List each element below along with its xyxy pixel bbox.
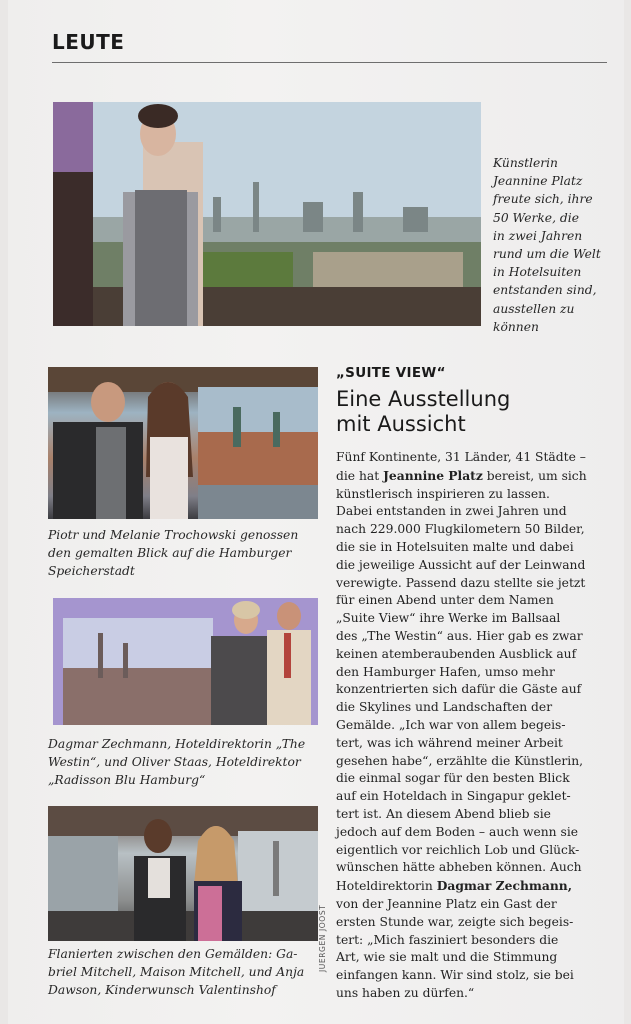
body-line: nach 229.000 Flugkilometern 50 Bilder, <box>336 522 585 537</box>
body-line: keinen atemberaubenden Ausblick auf <box>336 646 577 661</box>
caption-artist: Künstlerin Jeannine Platz freute sich, ihre 50 Werke, die in zwei Jahren rund um die Welt in Hotelsuiten entstanden sind, ausstellen zu können <box>493 156 601 334</box>
article-body <box>336 449 612 1003</box>
photo-artist-with-painting <box>53 102 481 326</box>
body-line: die hat Jeannine Platz bereist, um sich <box>336 467 587 483</box>
caption-trochowski: Piotr und Melanie Trochowski genossen den gemalten Blick auf die Hamburger Speicherstadt <box>48 528 299 579</box>
body-line: auf ein Hoteldach in Singapur geklet- <box>336 789 571 804</box>
body-line: tert ist. An diesem Abend blieb sie <box>336 806 551 821</box>
body-line: Fünf Kontinente, 31 Länder, 41 Städte – <box>336 450 586 464</box>
body-line: tert, was ich während meiner Arbeit <box>336 735 563 750</box>
body-line: gesehen habe“, erzählte die Künstlerin, <box>336 753 584 768</box>
caption-zechmann-staas: Dagmar Zechmann, Hoteldirektorin „The Westin“, und Oliver Staas, Hoteldirektor „Radisson Blu Hamburg“ <box>48 737 306 788</box>
article-kicker: „SUITE VIEW“ <box>336 365 446 381</box>
body-line: von der Jeannine Platz ein Gast der <box>336 896 557 911</box>
body-line: einfangen kann. Wir sind stolz, sie bei <box>336 968 574 983</box>
body-line: tert: „Mich fasziniert besonders die <box>336 932 559 947</box>
body-line: Hoteldirektorin Dagmar Zechmann, <box>336 878 573 894</box>
body-line: eigentlich vor reichlich Lob und Glück- <box>336 842 580 857</box>
caption-mitchell-dawson: Flanierten zwischen den Gemälden: Ga- briel Mitchell, Maison Mitchell, und Anja Dawson, Kinderwunsch Valentinshof <box>48 947 305 998</box>
body-line: Gemälde. „Ich war von allem begeis- <box>336 717 566 732</box>
body-line: „Suite View“ ihre Werke im Ballsaal <box>336 611 561 626</box>
body-line: die jeweilige Aussicht auf der Leinwand <box>336 557 586 572</box>
body-line: für einen Abend unter dem Namen <box>336 593 554 608</box>
body-line: uns haben zu dürfen.“ <box>336 985 475 1000</box>
body-line: wünschen hätte abheben können. Auch <box>336 860 582 875</box>
body-line: des „The Westin“ aus. Hier gab es zwar <box>336 628 583 643</box>
body-line: künstlerisch inspirieren zu lassen. <box>336 486 550 501</box>
body-line: konzentrierten sich dafür die Gäste auf <box>336 682 582 697</box>
body-line: Dabei entstanden in zwei Jahren und <box>336 504 567 519</box>
section-title: LEUTE <box>52 30 125 54</box>
article-headline: Eine Ausstellung mit Aussicht <box>336 387 511 436</box>
body-line: ersten Stunde war, zeigte sich begeis- <box>336 914 574 929</box>
body-line: die sie in Hotelsuiten malte und dabei <box>336 539 574 554</box>
body-line: die Skylines und Landschaften der <box>336 700 553 715</box>
photo-credit: JUERGEN JOOST <box>318 904 327 972</box>
photo-mitchell-dawson <box>48 806 318 941</box>
section-rule <box>52 62 607 63</box>
article <box>336 365 612 1003</box>
body-line: die einmal sogar für den besten Blick <box>336 771 570 786</box>
body-line: Art, wie sie malt und die Stimmung <box>336 950 558 965</box>
body-line: verewigte. Passend dazu stellte sie jetzt <box>336 575 586 590</box>
photo-trochowski <box>48 367 318 519</box>
body-line: jedoch auf dem Boden – auch wenn sie <box>336 824 579 839</box>
photo-zechmann-staas <box>53 598 318 725</box>
body-line: den Hamburger Hafen, umso mehr <box>336 664 555 679</box>
